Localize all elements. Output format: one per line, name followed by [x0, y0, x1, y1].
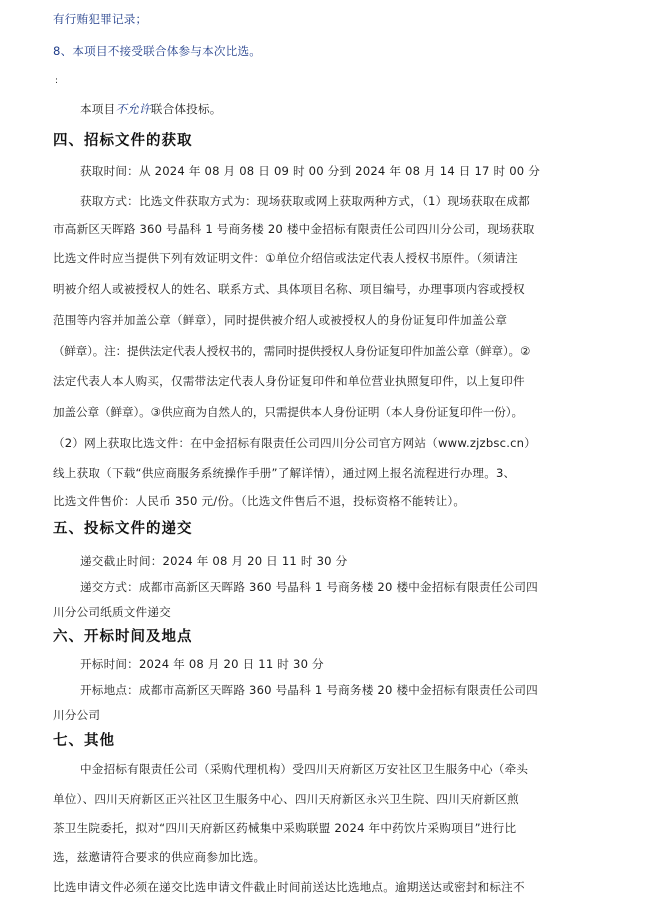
- text-line: 比选文件售价：人民币 350 元/份。（比选文件售后不退，投标资格不能转让）。: [53, 494, 466, 508]
- text-line: 获取时间：从 2024 年 08 月 08 日 09 时 00 分到 2024 年 08 月 14 日 17 时 00 分: [80, 164, 541, 178]
- text-line: 有行贿犯罪记录；: [53, 12, 148, 26]
- text-line: 明被介绍人或被授权人的姓名、联系方式、具体项目名称、项目编号，办理事项内容或授权: [53, 282, 525, 296]
- section-heading: 七、其他: [53, 733, 115, 749]
- text-line: 川分公司: [53, 708, 101, 722]
- text-line: 递交截止时间：2024 年 08 月 20 日 11 时 30 分: [80, 554, 348, 568]
- text-span: 本项目: [80, 102, 116, 116]
- text-line: [80, 101, 648, 117]
- text-line: 开标地点：成都市高新区天晖路 360 号晶科 1 号商务楼 20 楼中金招标有限责任公司四: [80, 683, 538, 697]
- text-line: 中金招标有限责任公司（采购代理机构）受四川天府新区万安社区卫生服务中心（牵头: [80, 762, 529, 776]
- text-line: 市高新区天晖路 360 号晶科 1 号商务楼 20 楼中金招标有限责任公司四川分公司，现场获取: [53, 222, 535, 236]
- text-line: 线上获取（下载“供应商服务系统操作手册”了解详情），通过网上报名流程进行办理。3、: [53, 466, 516, 480]
- section-heading: 六、开标时间及地点: [53, 629, 193, 645]
- text-line: （2）网上获取比选文件：在中金招标有限责任公司四川分公司官方网站（www.zjzbsc.cn）: [53, 436, 537, 450]
- text-line: 川分公司纸质文件递交: [53, 605, 171, 619]
- text-line: 加盖公章（鲜章）。③供应商为自然人的，只需提供本人身份证明（本人身份证复印件一份）。: [53, 405, 523, 419]
- text-line: 获取方式：比选文件获取方式为：现场获取或网上获取两种方式，（1）现场获取在成都: [80, 194, 530, 208]
- text-line: 选，兹邀请符合要求的供应商参加比选。: [53, 850, 266, 864]
- text-span: 联合体投标。: [150, 102, 222, 116]
- text-line: （鲜章）。注：提供法定代表人授权书的，需同时提供授权人身份证复印件加盖公章（鲜章）。②: [53, 344, 531, 358]
- section-heading: 五、投标文件的递交: [53, 521, 193, 537]
- text-line: 单位）、四川天府新区正兴社区卫生服务中心、四川天府新区永兴卫生院、四川天府新区煎: [53, 792, 519, 806]
- text-line: 比选申请文件必须在递交比选申请文件截止时间前送达比选地点。逾期送达或密封和标注不: [53, 880, 525, 894]
- text-line: :: [55, 76, 59, 86]
- text-line: 茶卫生院委托，拟对“四川天府新区药械集中采购联盟 2024 年中药饮片采购项目”进行比: [53, 821, 517, 835]
- text-line: 递交方式：成都市高新区天晖路 360 号晶科 1 号商务楼 20 楼中金招标有限责任公司四: [80, 580, 538, 594]
- text-line: 法定代表人本人购买，仅需带法定代表人身份证复印件和单位营业执照复印件，以上复印件: [53, 374, 525, 388]
- section-heading: 四、招标文件的获取: [53, 133, 193, 149]
- text-line: 开标时间：2024 年 08 月 20 日 11 时 30 分: [80, 657, 324, 671]
- text-line: 范围等内容并加盖公章（鲜章），同时提供被介绍人或被授权人的身份证复印件加盖公章: [53, 313, 508, 327]
- text-line: 比选文件时应当提供下列有效证明文件：①单位介绍信或法定代表人授权书原件。（须请注: [53, 251, 518, 265]
- text-span-italic: 不允许: [115, 102, 151, 116]
- text-line: 8、本项目不接受联合体参与本次比选。: [53, 44, 262, 58]
